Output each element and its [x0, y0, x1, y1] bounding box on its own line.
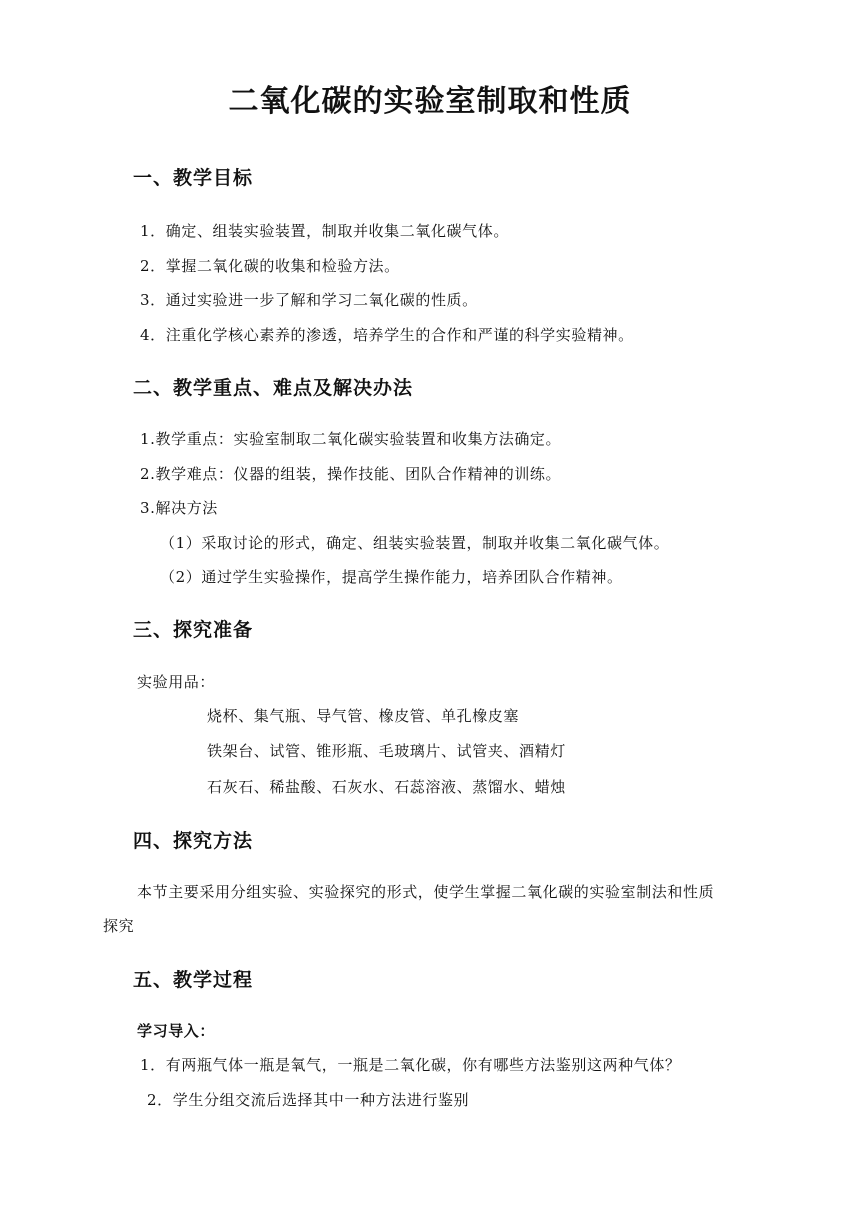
objective-item-4: 4．注重化学核心素养的渗透，培养学生的合作和严谨的科学实验精神。: [140, 326, 634, 344]
key-point-item-3: 3.解决方法: [140, 499, 218, 517]
intro-item-1: 1．有两瓶气体一瓶是氧气，一瓶是二氧化碳，你有哪些方法鉴别这两种气体？: [140, 1056, 681, 1074]
materials-line-3: 石灰石、稀盐酸、石灰水、石蕊溶液、蒸馏水、蜡烛: [207, 778, 566, 796]
document-title: 二氧化碳的实验室制取和性质: [228, 84, 632, 119]
section-heading-objectives: 一、教学目标: [133, 167, 254, 189]
objective-item-3: 3．通过实验进一步了解和学习二氧化碳的性质。: [140, 291, 478, 309]
materials-line-1: 烧杯、集气瓶、导气管、橡皮管、单孔橡皮塞: [207, 707, 520, 725]
intro-item-2: 2．学生分组交流后选择其中一种方法进行鉴别: [147, 1091, 470, 1109]
objective-item-1: 1．确定、组装实验装置，制取并收集二氧化碳气体。: [140, 222, 509, 240]
key-point-item-1: 1.教学重点：实验室制取二氧化碳实验装置和收集方法确定。: [140, 430, 562, 448]
solution-subitem-2: （2）通过学生实验操作，提高学生操作能力，培养团队合作精神。: [160, 568, 623, 586]
solution-subitem-1: （1）采取讨论的形式，确定、组装实验装置，制取并收集二氧化碳气体。: [160, 534, 670, 552]
objective-item-2: 2．掌握二氧化碳的收集和检验方法。: [140, 257, 400, 275]
intro-label: 学习导入：: [137, 1022, 216, 1040]
materials-label: 实验用品：: [137, 673, 216, 691]
section-heading-key-points: 二、教学重点、难点及解决办法: [133, 377, 414, 399]
section-heading-preparation: 三、探究准备: [133, 619, 254, 641]
section-heading-method: 四、探究方法: [133, 830, 254, 852]
method-paragraph-line-2: 探究: [103, 917, 135, 935]
materials-line-2: 铁架台、试管、锥形瓶、毛玻璃片、试管夹、酒精灯: [207, 742, 566, 760]
section-heading-process: 五、教学过程: [133, 969, 254, 991]
key-point-item-2: 2.教学难点：仪器的组装，操作技能、团队合作精神的训练。: [140, 465, 562, 483]
method-paragraph-line-1: 本节主要采用分组实验、实验探究的形式，使学生掌握二氧化碳的实验室制法和性质: [137, 883, 715, 901]
